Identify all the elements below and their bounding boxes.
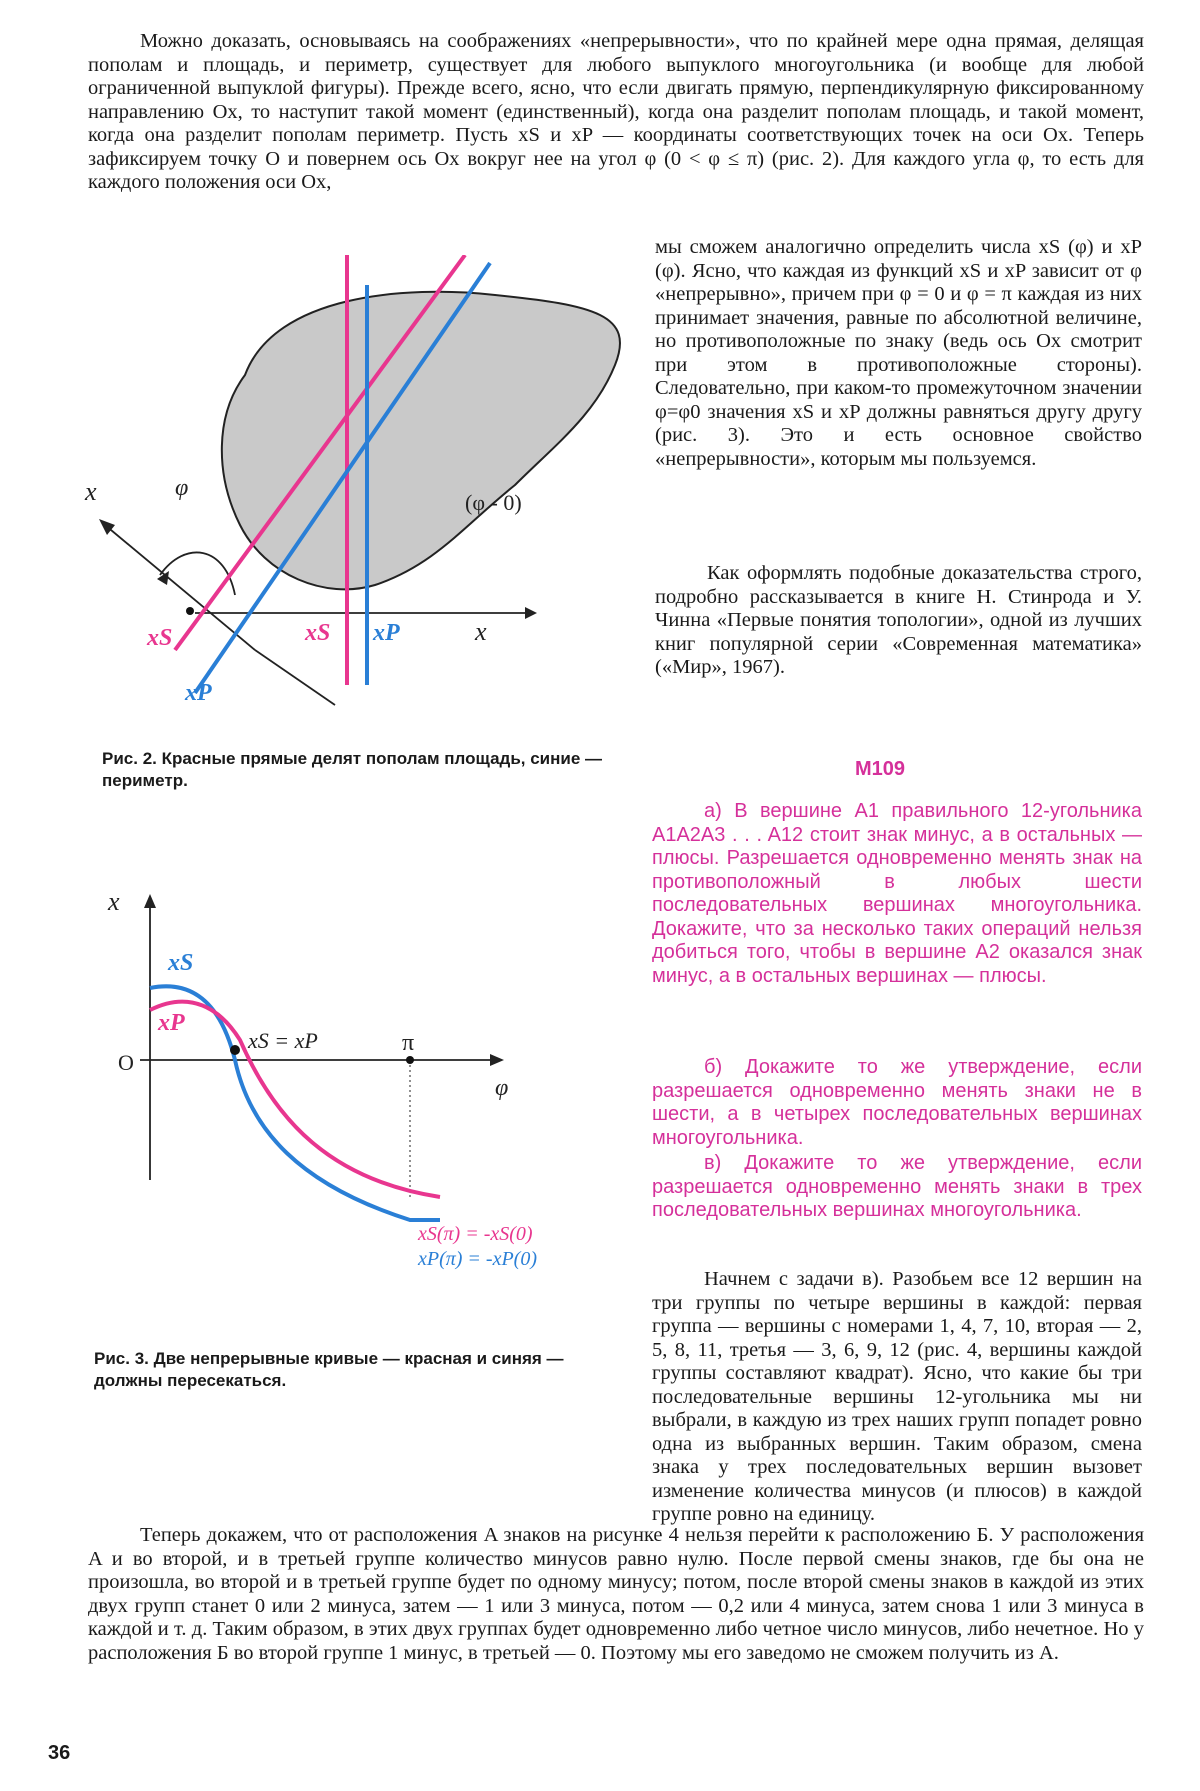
horizontal-axis-arrow: [525, 607, 537, 619]
label-xs: xS: [168, 950, 194, 976]
rotated-axis-ext: [255, 650, 335, 705]
label-xs-left: xS: [147, 625, 173, 651]
page-number: 36: [48, 1742, 71, 1764]
paragraph-reference: Как оформлять подобные доказательства строго, подробно рассказывается в книге Н. Стинрода и У. Чинна «Первые понятия топологии», одной из лучших книг популярной серии «Современная математика» («Мир», 1967).: [655, 562, 1142, 678]
label-axis-x: φ: [495, 1075, 509, 1101]
figure-3-caption: Рис. 3. Две непрерывные кривые — красная и синяя — должны пересекаться.: [94, 1349, 564, 1390]
angle-arc: [160, 552, 235, 595]
paragraph-solution: Начнем с задачи в). Разобьем все 12 вершин на три группы по четыре вершины в каждой: первая группа — вершины с номерами 1, 4, 7, 10, вторая — 2, 5, 8, 11, третья — 3, 6, 9, 12 (рис. 4, вершины каждой группы составляют квадрат). Ясно, что какие бы три последовательные вершины 12-угольника мы ни выбрали, в каждую из трех наших групп попадет ровно одна из выбранных вершин. Таким образом, смена знака у трех последовательных вершин вызовет изменение количества минусов (и плюсов) в каждой группе ровно на единицу.: [652, 1268, 1142, 1525]
paragraph-continuity: мы сможем аналогично определить числа xS (φ) и xP (φ). Ясно, что каждая из функций xS и xP зависит от φ «непрерывно», причем при φ = 0 и φ = π каждая из них принимает значения, равные по абсолютной величине, но противоположные по знаку (ведь ось Ox смотрит при этом в противоположные стороны). Следовательно, при каком-то промежуточном значении φ=φ0 значения xS и xP должны равняться другу другу (рис. 3). Это и есть основное свойство «непрерывности», которым мы пользуемся.: [655, 236, 1142, 470]
figure-2: [75, 255, 655, 725]
paragraph-intro: Можно доказать, основываясь на соображениях «непрерывности», что по крайней мере одна прямая, делящая пополам и площадь, и периметр, существует для любого выпуклого многоугольника (и вообще для любой ограниченной выпуклой фигуры). Прежде всего, ясно, что если двигать прямую, перпендикулярную фиксированному направлению Ox, то наступит такой момент (единственный), когда она разделит пополам площадь, и такой момент, когда она разделит пополам периметр. Пусть xS и xP — координаты соответствующих точек на оси Ox. Теперь зафиксируем точку O и повернем ось Ox вокруг нее на угол φ (0 < φ ≤ π) (рис. 2). Для каждого угла φ, то есть для каждого положения оси Ox,: [88, 30, 1144, 193]
label-origin: O: [118, 1050, 134, 1075]
problem-heading: М109: [855, 758, 906, 780]
label-equal: xS = xP: [248, 1028, 318, 1053]
label-end-s: xS(π) = -xS(0): [418, 1223, 533, 1245]
label-xs-mid: xS: [305, 620, 331, 646]
label-phi-zero: (φ - 0): [465, 490, 522, 515]
curve-xs: [150, 986, 440, 1220]
figure-3: [100, 880, 660, 1280]
convex-shape: [222, 292, 620, 590]
label-x-axis: x: [475, 617, 487, 646]
pi-point: [406, 1056, 414, 1064]
label-axis-y: x: [108, 887, 120, 916]
label-xp: xP: [158, 1010, 185, 1036]
y-axis-arrow: [144, 894, 156, 908]
rotated-axis-arrow: [99, 519, 115, 535]
label-xp-left: xP: [185, 680, 212, 706]
intersection-point: [230, 1045, 240, 1055]
figure-2-caption: Рис. 2. Красные прямые делят пополам площадь, синие — периметр.: [102, 749, 603, 790]
paragraph-proof: Теперь докажем, что от расположения A знаков на рисунке 4 нельзя перейти к расположению Б. У расположения A и во второй, и в третьей группе количество минусов равно нулю. После первой смены знаков, где бы она не произошла, во второй и в третьей группе будет по одному минусу; потом, после второй смены знаков в каждой из этих двух групп станет 0 или 2 минуса, затем — 1 или 3 минуса, потом — 0,2 или 4 минуса, затем снова 1 или 3 минуса в каждой и т. д. Таким образом, в этих двух группах будет одновременно либо четное число минусов, либо нечетное. Но у расположения Б во второй группе 1 минус, в третьей — 0. Поэтому мы его заведомо не сможем получить из A.: [88, 1524, 1144, 1664]
problem-a: а) В вершине A1 правильного 12-угольника A1A2A3 . . . A12 стоит знак минус, а в остальных — плюсы. Разрешается одновременно менять знак на противоположный в любых шести последовательных вершинах многоугольника. Докажите, что за несколько таких операций нельзя добиться того, чтобы в вершине A2 оказался знак минус, а в остальных вершинах — плюсы.: [652, 800, 1142, 987]
label-end-p: xP(π) = -xP(0): [418, 1248, 538, 1270]
problem-b: б) Докажите то же утверждение, если разрешается одновременно менять знаки не в шести, а в четырех последовательных вершинах многоугольника.: [652, 1056, 1142, 1149]
label-phi: φ: [175, 475, 189, 501]
label-pi: π: [402, 1030, 415, 1056]
problem-c: в) Докажите то же утверждение, если разрешается одновременно менять знаки в трех последовательных вершинах многоугольника.: [652, 1152, 1142, 1221]
label-xp-mid: xP: [373, 620, 400, 646]
origin-point: [186, 607, 194, 615]
x-axis-arrow: [490, 1054, 504, 1066]
label-x-rot: x: [85, 477, 97, 506]
